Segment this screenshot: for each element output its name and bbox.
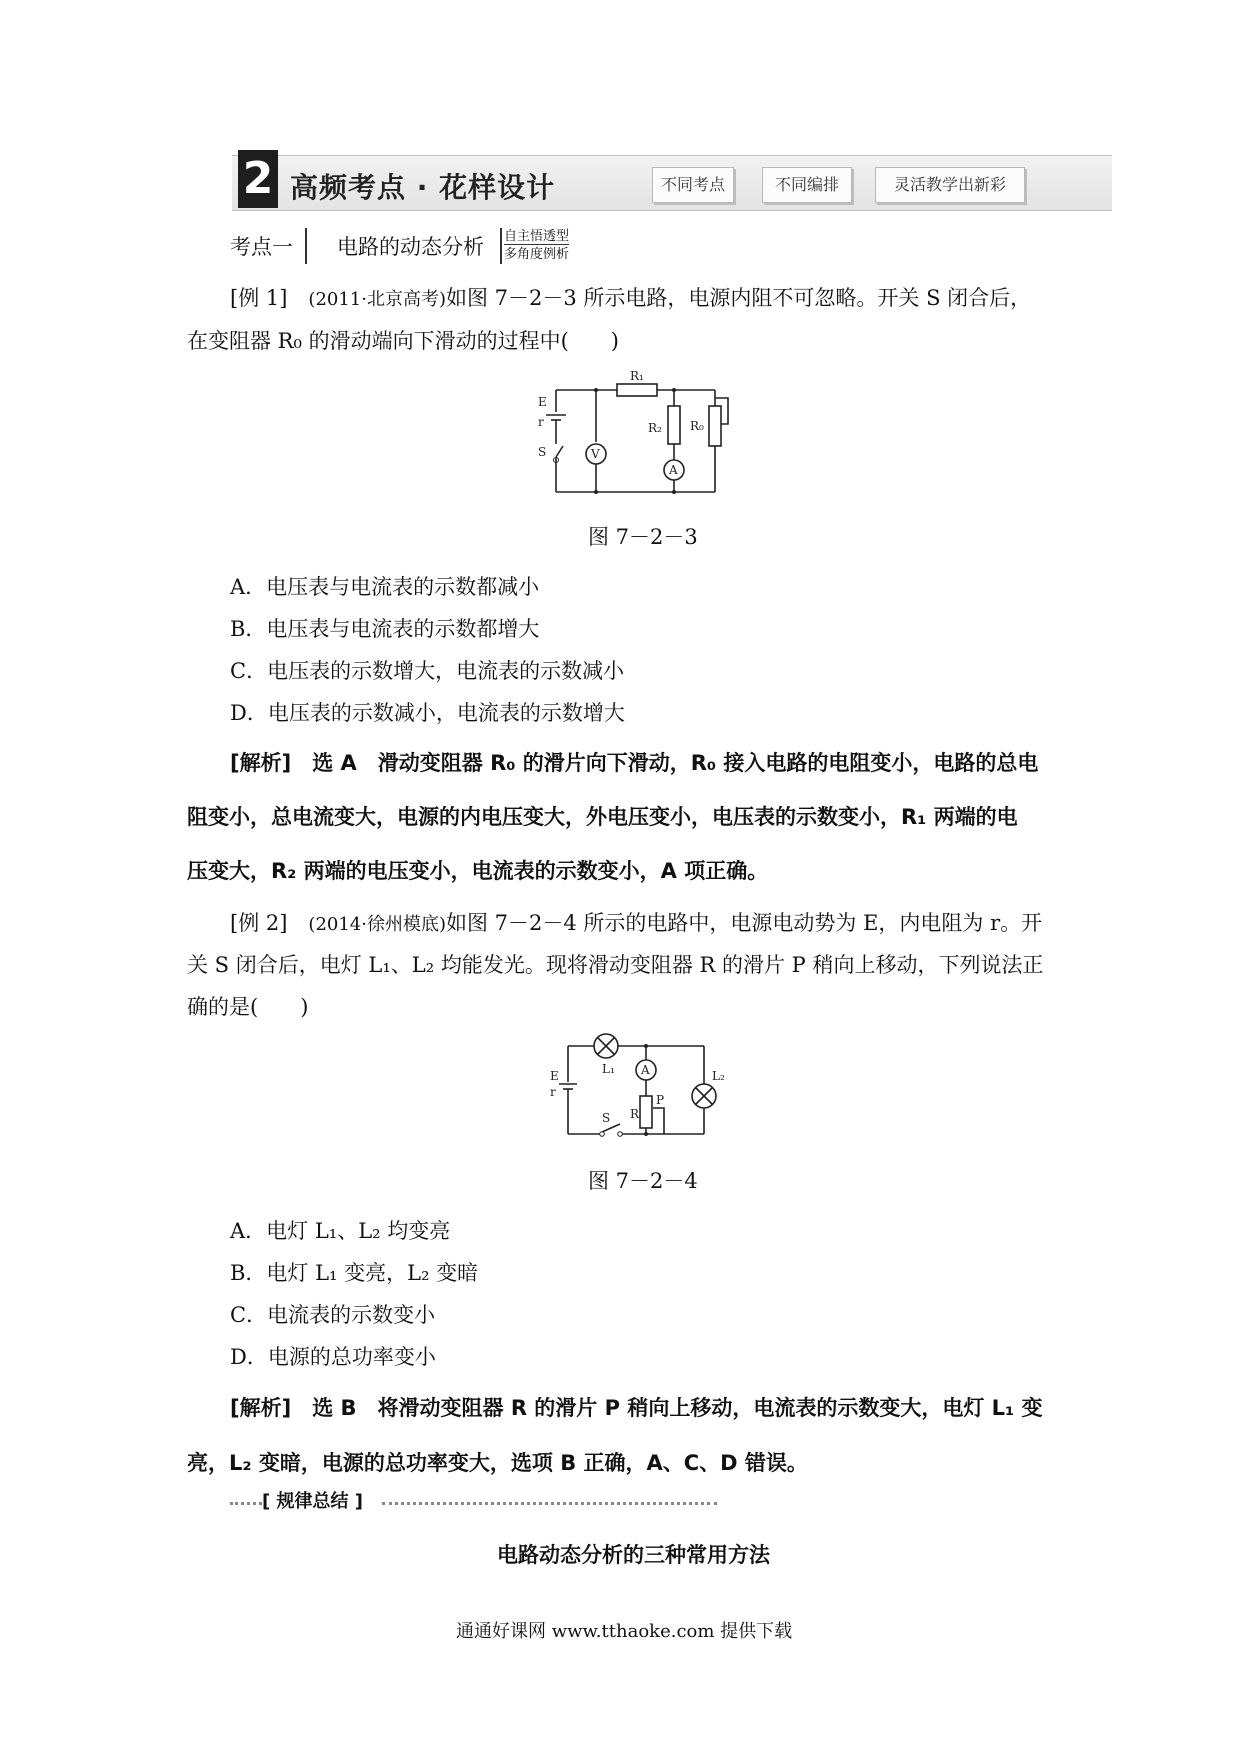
topic-note-1: 自主悟透型 <box>504 229 570 244</box>
circuit-diagram-1 <box>530 362 750 502</box>
figure2-caption: 图 7－2－4 <box>588 1169 698 1193</box>
example1-line2: 在变阻器 R₀ 的滑动端向下滑动的过程中( ) <box>187 329 619 353</box>
example1-option-b: B．电压表与电流表的示数都增大 <box>230 617 540 641</box>
label-S: S <box>538 445 547 459</box>
topic-divider <box>305 228 307 264</box>
example1-analysis-line2: 阻变小，总电流变大，电源的内电压变大，外电压变小，电压表的示数变小，R₁ 两端的电 <box>187 805 1018 829</box>
label-P: P <box>656 1093 665 1107</box>
tag-1: 不同考点 <box>652 167 734 203</box>
label-r: r <box>538 415 544 429</box>
label-R2: R₂ <box>648 421 662 435</box>
summary-dots-left <box>230 1502 262 1505</box>
circuit-diagram-2 <box>548 1024 738 1144</box>
example1-option-a: A．电压表与电流表的示数都减小 <box>230 575 540 599</box>
summary-dots-right <box>382 1502 717 1505</box>
label-E: E <box>550 1069 559 1083</box>
label-A: A <box>641 1063 650 1077</box>
example1-option-c: C．电压表的示数增大，电流表的示数减小 <box>230 659 625 683</box>
label-E: E <box>538 395 547 409</box>
summary-label: [ 规律总结 ] <box>262 1491 363 1512</box>
label-V: V <box>591 447 600 461</box>
label-L2: L₂ <box>712 1069 725 1083</box>
example2-line2: 关 S 闭合后，电灯 L₁、L₂ 均能发光。现将滑动变阻器 R 的滑片 P 稍向上移动，下列说法正 <box>187 953 1044 977</box>
label-A: A <box>669 463 678 477</box>
summary-heading: 电路动态分析的三种常用方法 <box>497 1543 770 1567</box>
example1-analysis-line1: [解析] 选 A 滑动变阻器 R₀ 的滑片向下滑动，R₀ 接入电路的电阻变小，电路的总电 <box>230 751 1039 775</box>
tag-3: 灵活教学出新彩 <box>875 167 1025 203</box>
topic-divider-2 <box>500 228 502 264</box>
tag-2: 不同编排 <box>762 167 852 203</box>
footer-text: 通通好课网 www.tthaoke.com 提供下载 <box>456 1621 793 1642</box>
example2-option-d: D．电源的总功率变小 <box>230 1345 436 1369</box>
label-R1: R₁ <box>630 369 644 383</box>
example2-analysis-line1: [解析] 选 B 将滑动变阻器 R 的滑片 P 稍向上移动，电流表的示数变大，电灯 L₁ 变 <box>230 1396 1043 1420</box>
topic-note-2: 多角度例析 <box>504 247 570 262</box>
label-R: R <box>630 1107 640 1121</box>
section-number: 2 <box>238 150 278 208</box>
section-title: 高频考点 · 花样设计 <box>290 171 556 204</box>
figure1-caption: 图 7－2－3 <box>588 525 698 549</box>
label-L1: L₁ <box>602 1062 615 1076</box>
example2-line3: 确的是( ) <box>187 995 309 1019</box>
example2-line1: [例 2] (2014·徐州模底)如图 7－2－4 所示的电路中，电源电动势为 E，内电阻为 r。开 <box>230 911 1043 935</box>
example1-line1: [例 1] (2011·北京高考)如图 7－2－3 所示电路，电源内阻不可忽略。开关 S 闭合后， <box>230 286 1032 310</box>
example2-option-b: B．电灯 L₁ 变亮，L₂ 变暗 <box>230 1261 479 1285</box>
label-R0: R₀ <box>690 419 704 433</box>
label-S: S <box>602 1111 611 1125</box>
example1-analysis-line3: 压变大，R₂ 两端的电压变小，电流表的示数变小，A 项正确。 <box>187 859 769 883</box>
example1-option-d: D．电压表的示数减小，电流表的示数增大 <box>230 701 625 725</box>
topic-label: 考点一 <box>230 235 293 259</box>
example2-analysis-line2: 亮，L₂ 变暗，电源的总功率变大，选项 B 正确，A、C、D 错误。 <box>187 1451 808 1475</box>
topic-name: 电路的动态分析 <box>337 235 484 259</box>
label-r: r <box>550 1085 556 1099</box>
example2-option-a: A．电灯 L₁、L₂ 均变亮 <box>230 1219 451 1243</box>
example2-option-c: C．电流表的示数变小 <box>230 1303 436 1327</box>
